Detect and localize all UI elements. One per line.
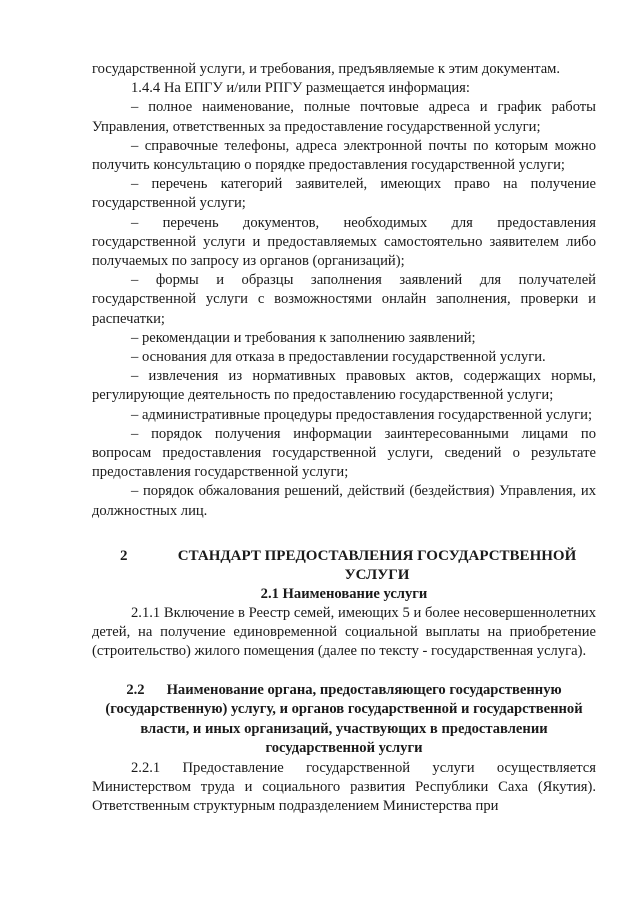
section-2-title: СТАНДАРТ ПРЕДОСТАВЛЕНИЯ ГОСУДАРСТВЕННОЙ УСЛУГИ bbox=[177, 547, 577, 583]
section-2-2-number: 2.2 bbox=[126, 681, 145, 698]
list-item-forms: – формы и образцы заполнения заявлений для получателей государственной услуги с возможностями онлайн заполнения, проверки и распечатки; bbox=[92, 272, 596, 327]
paragraph-continuation: государственной услуги, и требования, предъявляемые к этим документам. bbox=[92, 61, 561, 77]
list-item-recommendations: – рекомендации и требования к заполнению заявлений; bbox=[131, 329, 476, 346]
list-item-phones: – справочные телефоны, адреса электронной почты по которым можно получить консультацию о порядке предоставления государственной услуги; bbox=[92, 137, 596, 174]
section-2-1-heading: 2.1 Наименование услуги bbox=[260, 585, 428, 602]
section-2-number: 2 bbox=[120, 547, 128, 564]
section-2-2-title: Наименование органа, предоставляющего государственную (государственную) услугу, и органов государственной и государственной власти, и иных организаций, участвующих в предоставлении государственной услуги bbox=[105, 681, 583, 757]
list-item-documents: – перечень документов, необходимых для предоставления государственной услуги и предоставляемых самостоятельно заявителем либо получаемых по запросу из органов (организаций); bbox=[92, 214, 596, 270]
list-item-admin-procedures: – административные процедуры предоставления государственной услуги; bbox=[131, 406, 593, 423]
list-item-applicant-categories: – перечень категорий заявителей, имеющих право на получение государственной услуги; bbox=[92, 176, 596, 212]
section-2-heading bbox=[92, 547, 596, 585]
paragraph-2-1-1: 2.1.1 Включение в Реестр семей, имеющих 5 и более несовершеннолетних детей, на получение единовременной социальной выплаты на приобретение (строительство) жилого помещения (далее по тексту - государственная услуга). bbox=[92, 605, 596, 660]
document-page bbox=[92, 60, 596, 816]
list-item-appeal: – порядок обжалования решений, действий (бездействия) Управления, их должностных лиц. bbox=[92, 483, 596, 519]
list-item-refusal-grounds: – основания для отказа в предоставлении государственной услуги. bbox=[131, 349, 546, 366]
list-item-full-name: – полное наименование, полные почтовые адреса и график работы Управления, ответственных за предоставление государственной услуги; bbox=[92, 99, 596, 135]
paragraph-1-4-4: 1.4.4 На ЕПГУ и/или РПГУ размещается информация: bbox=[131, 80, 470, 97]
list-item-legal-extracts: – извлечения из нормативных правовых актов, содержащих нормы, регулирующие деятельность по предоставлению государственной услуги; bbox=[92, 368, 596, 404]
list-item-info-procedure: – порядок получения информации заинтересованными лицами по вопросам предоставления государственной услуги, сведений о результате предоставления государственной услуги; bbox=[92, 425, 596, 481]
section-2-2-heading bbox=[92, 681, 596, 759]
paragraph-2-2-1: 2.2.1 Предоставление государственной услуги осуществляется Министерством труда и социального развития Республики Саха (Якутия). Ответственным структурным подразделением Министерства при bbox=[92, 759, 596, 815]
